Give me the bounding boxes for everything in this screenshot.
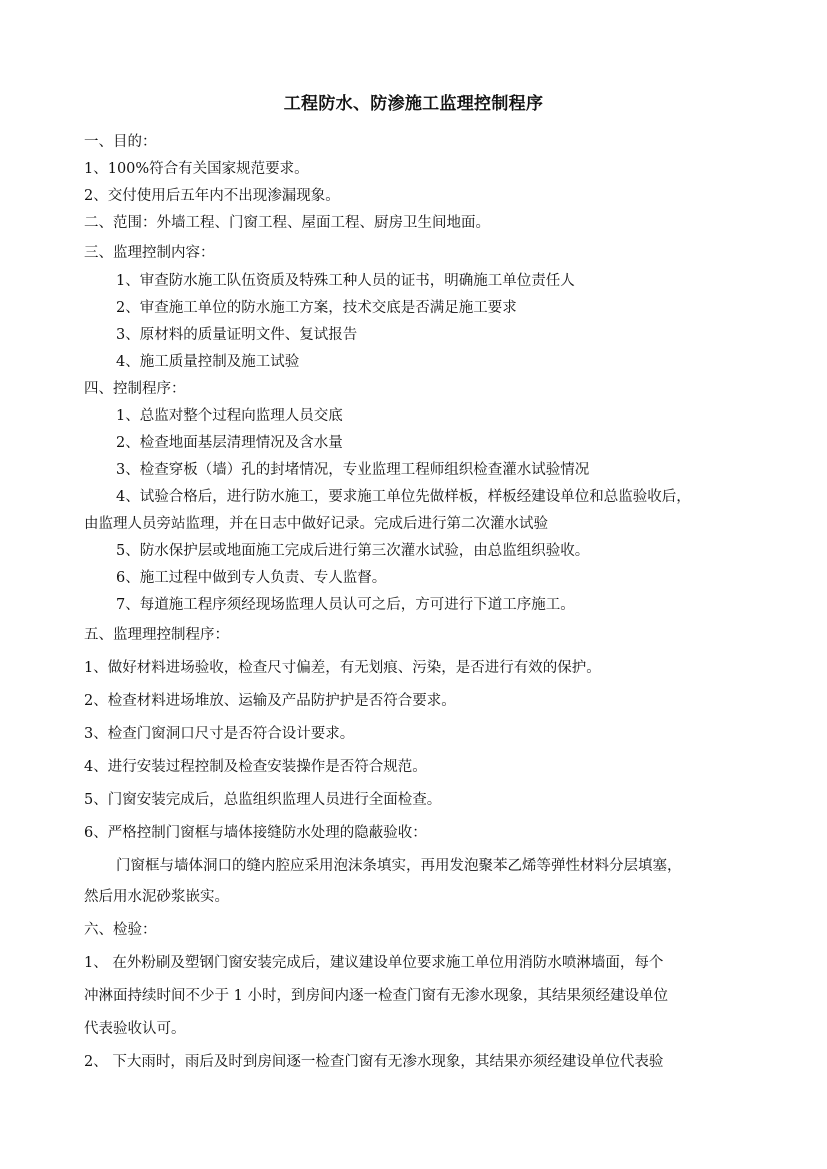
inspection-item-1: 1、 在外粉刷及塑钢门窗安装完成后，建议建设单位要求施工单位用消防水喷淋墙面，每个 <box>84 955 664 971</box>
section-5-heading: 五、监理理控制程序： <box>84 627 229 643</box>
control-item-6-detail-cont: 然后用水泥砂浆嵌实。 <box>84 889 229 905</box>
section-3-heading: 三、监理控制内容： <box>84 245 215 261</box>
control-item-6: 6、严格控制门窗框与墙体接缝防水处理的隐蔽验收： <box>84 825 427 841</box>
content-item-2: 2、审查施工单位的防水施工方案，技术交底是否满足施工要求 <box>116 300 517 316</box>
procedure-item-6: 6、施工过程中做到专人负责、专人监督。 <box>116 570 387 586</box>
section-1-heading: 一、目的： <box>84 134 157 150</box>
purpose-item-2: 2、交付使用后五年内不出现渗漏现象。 <box>84 188 340 204</box>
control-item-6-detail: 门窗框与墙体洞口的缝内腔应采用泡沫条填实，再用发泡聚苯乙烯等弹性材料分层填塞， <box>116 858 682 874</box>
control-item-3: 3、检查门窗洞口尺寸是否符合设计要求。 <box>84 726 355 742</box>
procedure-item-4-cont: 由监理人员旁站监理，并在日志中做好记录。完成后进行第二次灌水试验 <box>84 516 548 532</box>
section-4-heading: 四、控制程序： <box>84 381 186 397</box>
section-6-heading: 六、检验： <box>84 922 157 938</box>
section-2-heading: 二、范围：外墙工程、门窗工程、屋面工程、厨房卫生间地面。 <box>84 215 490 231</box>
purpose-item-1: 1、100%符合有关国家规范要求。 <box>84 161 309 177</box>
control-item-5: 5、门窗安装完成后，总监组织监理人员进行全面检查。 <box>84 792 442 808</box>
procedure-item-5: 5、防水保护层或地面施工完成后进行第三次灌水试验，由总监组织验收。 <box>116 543 590 559</box>
inspection-item-1-end: 代表验收认可。 <box>84 1021 186 1037</box>
content-item-3: 3、原材料的质量证明文件、复试报告 <box>116 327 358 343</box>
content-item-1: 1、审查防水施工队伍资质及特殊工种人员的证书，明确施工单位责任人 <box>116 273 575 289</box>
procedure-item-3: 3、检查穿板（墙）孔的封堵情况，专业监理工程师组织检查灌水试验情况 <box>116 462 590 478</box>
control-item-2: 2、检查材料进场堆放、运输及产品防护护是否符合要求。 <box>84 693 456 709</box>
control-item-4: 4、进行安装过程控制及检查安装操作是否符合规范。 <box>84 759 427 775</box>
inspection-item-1-cont: 冲淋面持续时间不少于 1 小时，到房间内逐一检查门窗有无渗水现象，其结果须经建设单位 <box>84 988 668 1004</box>
procedure-item-2: 2、检查地面基层清理情况及含水量 <box>116 435 343 451</box>
control-item-1: 1、做好材料进场验收，检查尺寸偏差，有无划痕、污染，是否进行有效的保护。 <box>84 660 601 676</box>
procedure-item-7: 7、每道施工程序须经现场监理人员认可之后，方可进行下道工序施工。 <box>116 597 575 613</box>
procedure-item-4: 4、试验合格后，进行防水施工，要求施工单位先做样板，样板经建设单位和总监验收后， <box>116 489 691 505</box>
document-title: 工程防水、防渗施工监理控制程序 <box>283 94 544 114</box>
procedure-item-1: 1、总监对整个过程向监理人员交底 <box>116 408 343 424</box>
inspection-item-2: 2、 下大雨时，雨后及时到房间逐一检查门窗有无渗水现象，其结果亦须经建设单位代表验 <box>84 1054 664 1070</box>
content-item-4: 4、施工质量控制及施工试验 <box>116 354 300 370</box>
